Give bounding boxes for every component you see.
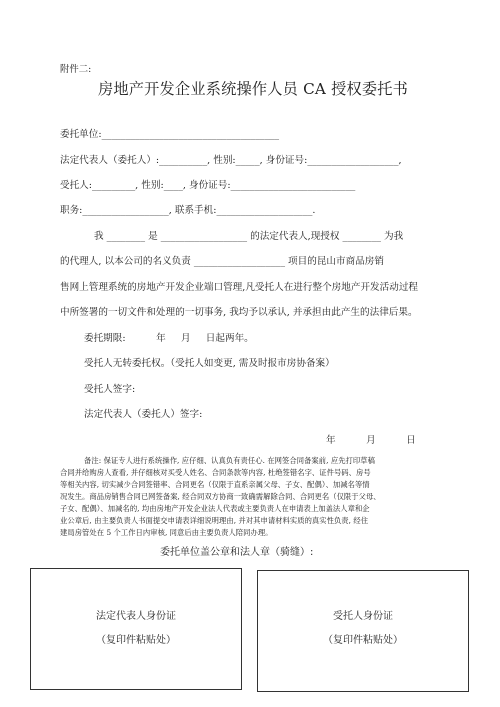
date-line: 年 月 日 <box>326 435 416 446</box>
note-line-1: 备注: 保证专人进行系统操作, 应仔细、认真负有责任心. 在网签合同备案前, 应先打印草稿 <box>84 456 375 465</box>
field-trustee: 受托人:_________, 性别:____, 身份证号:__________________________ <box>60 180 356 191</box>
no-transfer-line: 受托人无转委托权。（受托人如变更, 需及时报市房协备案） <box>84 358 335 369</box>
field-client-unit: 委托单位:_____________________________________ <box>60 129 280 140</box>
legal-rep-id-box <box>30 568 242 690</box>
trustee-id-label: 受托人身份证 <box>333 611 393 622</box>
note-line-7: 建局房管处在 5 个工作日内审核, 同意后由主要负责人陪同办理。 <box>60 528 273 537</box>
body-line-3: 售网上管理系统的房地产开发企业端口管理,凡受托人在进行整个房地产开发活动过程 <box>60 282 419 293</box>
trustee-signature: 受托人签字: <box>84 384 136 395</box>
note-line-5: 子女、配偶）、加减名的, 均由房地产开发企业法人代表或主要负责人在申请表上加盖法人章和企 <box>60 504 370 513</box>
trustee-id-paste-hint: （复印件粘贴处） <box>323 635 403 646</box>
legal-rep-id-label: 法定代表人身份证 <box>96 611 176 622</box>
body-line-1: 我 ________ 是 __________________ 的法定代表人,现授权 ________ 为我 <box>94 231 404 242</box>
body-line-2: 的代理人, 以本公司的名义负责 ___________________ 项目的昆山市商品房销 <box>60 256 384 267</box>
seal-instruction: 委托单位盖公章和法人章（骑缝）: <box>160 547 314 558</box>
note-line-2: 合同并给购房人查看, 并仔细核对买受人姓名、合同条款等内容, 杜绝签错名字、证件号码、房号 <box>60 468 371 477</box>
note-line-3: 等相关内容, 切实减少合同签错率、合同更名（仅限于直系亲属父母、子女、配偶）、加减名等情 <box>60 480 370 489</box>
field-legal-representative: 法定代表人（委托人）:__________, 性别:_____, 身份证号:___________________, <box>60 155 402 166</box>
note-line-4: 况发生。商品房销售合同已网签备案, 经合同双方协商一致确需解除合同、合同更名（仅限于父母、 <box>60 492 381 501</box>
legal-rep-signature: 法定代表人（委托人）签字: <box>84 409 203 420</box>
body-line-4: 中所签署的一切文件和处理的一切事务, 我均予以承认, 并承担由此产生的法律后果。 <box>60 307 418 318</box>
legal-rep-id-paste-hint: （复印件粘贴处） <box>96 635 176 646</box>
document-title: 房地产开发企业系统操作人员 CA 授权委托书 <box>98 80 409 98</box>
field-position-phone: 职务:__________________, 联系手机:____________________. <box>60 205 316 216</box>
note-line-6: 业公章后, 由主要负责人书面提交申请表详细说明理由, 并对其申请材料实质的真实性负责, 经住 <box>60 516 369 525</box>
term-line: 委托期限: 年 月 日起两年。 <box>84 333 254 344</box>
attachment-label: 附件二: <box>60 64 92 75</box>
trustee-id-box <box>257 570 469 692</box>
